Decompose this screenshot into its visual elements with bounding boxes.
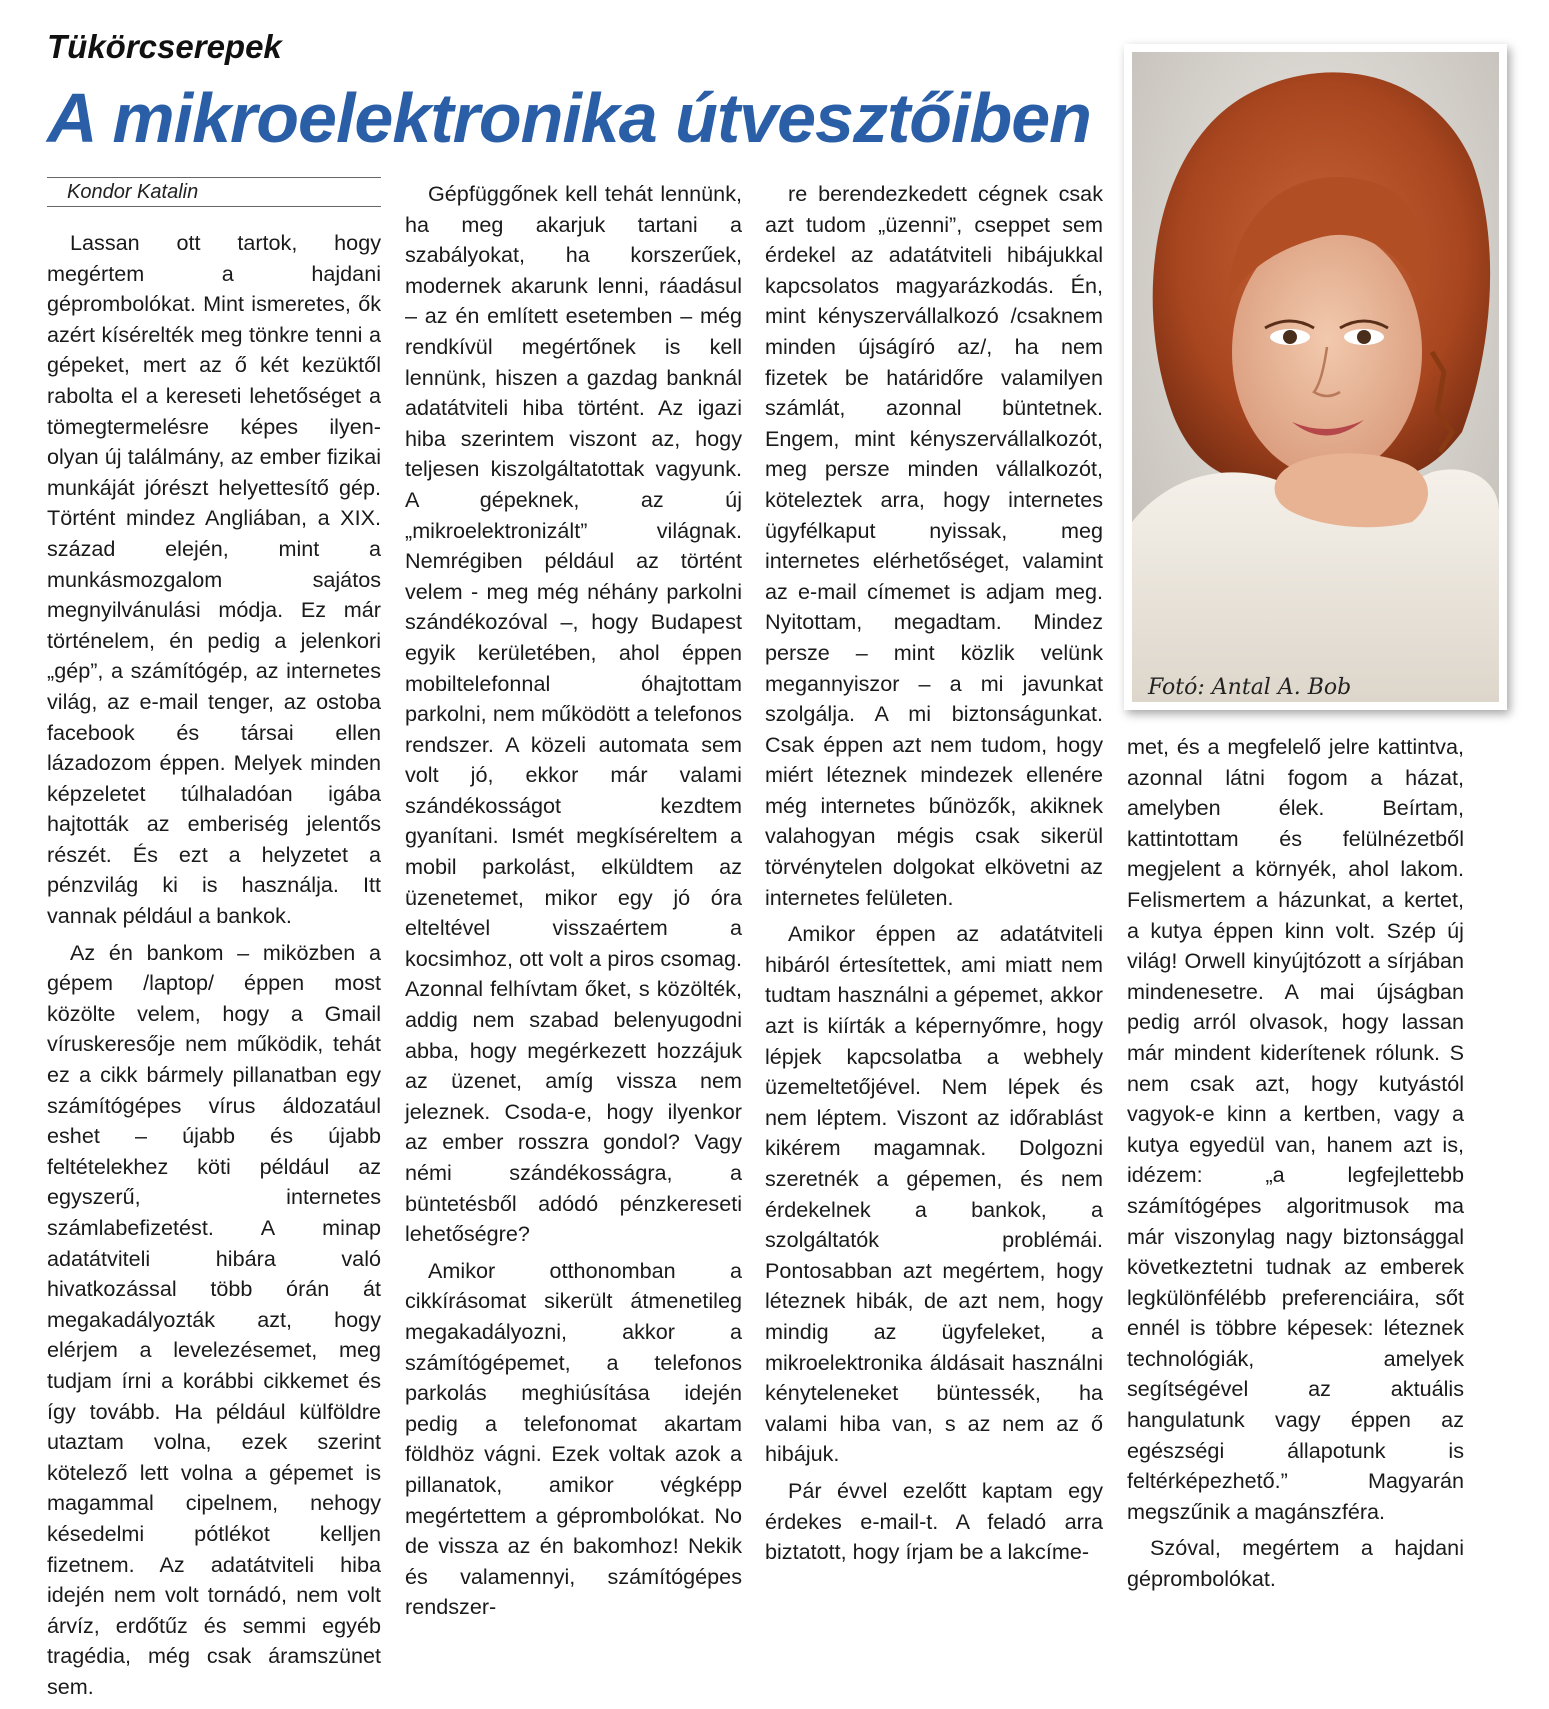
article-column-2	[405, 179, 742, 1629]
article-column-1	[47, 228, 381, 1709]
author-name: Kondor Katalin	[67, 181, 199, 203]
paragraph: Szóval, megértem a hajdani géprombolókat.	[1127, 1535, 1464, 1592]
article-column-4	[1127, 732, 1464, 1601]
article-title: A mikroelektronika útvesztőiben	[47, 79, 1091, 157]
byline	[47, 177, 381, 207]
portrait-photo-frame	[1124, 44, 1507, 710]
photo-credit: Fotó: Antal A. Bob	[1148, 675, 1352, 700]
paragraph: Amikor otthonomban a cikkírásomat sikerült átmenetileg megakadályozni, akkor a számítógépemet, a telefonos parkolás meghiúsítása idején pedig a telefonomat akartam földhöz vágni. Ezek voltak azok a pillanatok, amikor végképp megértettem a géprombolókat. No de vissza az én bakomhoz! Nekik és valamennyi, számítógépes rendszer-	[405, 1257, 742, 1620]
portrait-illustration	[1132, 52, 1499, 702]
section-kicker: Tükörcserepek	[47, 28, 282, 65]
paragraph: Pár évvel ezelőtt kaptam egy érdekes e-mail-t. A feladó arra biztatott, hogy írjam be a lakcíme-	[765, 1477, 1103, 1565]
article-column-3	[765, 179, 1103, 1574]
paragraph: Az én bankom – miközben a gépem /laptop/ éppen most közölte velem, hogy a Gmail víruskeresője nem működik, tehát ez a cikk bármely pillanatban egy számítógépes vírus áldozatául eshet – újabb és újabb feltételekhez köti például az egyszerű, internetes számlabefizetést. A minap adatátviteli hibára való hivatkozással több órán át megakadályozták azt, hogy elérjem a levelezésemet, meg tudjam írni a korábbi cikkemet és így tovább. Ha például külföldre utaztam volna, ezek szerint kötelező lett volna a gépemet is magammal cipelnem, nehogy késedelmi pótlékot kelljen fizetnem. Az adatátviteli hiba idején nem volt tornádó, nem volt árvíz, erdőtűz és semmi egyéb tragédia, még csak áramszünet sem.	[47, 939, 381, 1699]
portrait-photo	[1132, 52, 1499, 702]
paragraph: re berendezkedett cégnek csak azt tudom „üzenni”, cseppet sem érdekel az adatátviteli hibájukkal kapcsolatos magyarázkodás. Én, mint kényszervállalkozó /csaknem minden újságíró az/, ha nem fizetek be határidőre valamilyen számlát, azonnal büntetnek. Engem, mint kényszervállalkozót, meg persze minden vállalkozót, köteleztek arra, hogy internetes ügyfélkaput nyissak, meg internetes elérhetőséget, valamint az e-mail címemet is adjam meg. Nyitottam, megadtam. Mindez persze – mint közlik velünk megannyiszor – a mi javunkat szolgálja. A mi biztonságunkat. Csak éppen azt nem tudom, hogy miért léteznek mindezek ellenére még internetes bűnözők, akiknek valahogyan mégis csak sikerül törvénytelen dolgokat elkövetni az internetes felületen.	[765, 181, 1103, 910]
paragraph: met, és a megfelelő jelre kattintva, azonnal látni fogom a házat, amelyben élek. Beírtam, kattintottam és felülnézetből megjelent a környék, ahol lakom. Felismertem a házunkat, a kertet, a kutya éppen kinn volt. Szép új világ! Orwell kinyújtózott a sírjában mindenesetre. A mai újságban pedig arról olvasok, hogy lassan már mindent kiderítenek rólunk. S nem csak azt, hogy kutyástól vagyok-e kinn a kertben, vagy a kutya egyedül van, hanem azt is, idézem: „a legfejlettebb számítógépes algoritmusok ma már viszonylag nagy biztonsággal következtetni tudnak az emberek legkülönfélébb preferenciáira, sőt ennél is többre képesek: léteznek technológiák, amelyek segítségével az aktuális hangulatunk vagy éppen az egészségi állapotunk is feltérképezhető.” Magyarán megszűnik a magánszféra.	[1127, 734, 1464, 1524]
paragraph: Amikor éppen az adatátviteli hibáról értesítettek, ami miatt nem tudtam használni a gépemet, akkor azt is kiírták a képernyőmre, hogy lépjek kapcsolatba a webhely üzemeltetőjével. Nem lépek és nem léptem. Viszont az időrablást kikérem magamnak. Dolgozni szeretnék a gépemen, és nem érdekelnek a bankok, a szolgáltatók problémái. Pontosabban azt megértem, hogy léteznek hibák, de azt nem, hogy mindig az ügyfeleket, a mikroelektronika áldásait használni kényteleneket büntessék, ha valami hiba van, s az nem az ő hibájuk.	[765, 921, 1103, 1467]
paragraph: Gépfüggőnek kell tehát lennünk, ha meg akarjuk tartani a szabályokat, ha korszerűek, modernek akarunk lenni, ráadásul – az én említett esetemben – még rendkívül megértőnek is kell lennünk, hiszen a gazdag banknál adatátviteli hiba történt. Az igazi hiba szerintem viszont az, hogy teljesen kiszolgáltatottak vagyunk. A gépeknek, az új „mikroelektronizált” világnak. Nemrégiben például az történt velem - meg még néhány parkolni szándékozóval –, hogy Budapest egyik kerületében, ahol éppen mobiltelefonnal óhajtottam parkolni, nem működött a telefonos rendszer. A közeli automata sem volt jó, ekkor már valami szándékosságot kezdtem gyanítani. Ismét megkíséreltem a mobil parkolást, elküldtem az üzenetemet, mikor egy jó óra elteltével visszaértem a kocsimhoz, ott volt a piros csomag. Azonnal felhívtam őket, s közölték, addig nem szabad belenyugodni abba, hogy megérkezett hozzájuk az üzenet, amíg vissza nem jeleznek. Csoda-e, hogy ilyenkor az ember rosszra gondol? Vagy némi szándékosságra, a büntetésből adódó pénzkereseti lehetőségre?	[405, 181, 742, 1247]
paragraph: Lassan ott tartok, hogy megértem a hajdani géprombolókat. Mint ismeretes, ők azért kísérelték meg tönkre tenni a gépeket, mert az ő két kezüktől rabolta el a kereseti lehetőséget a tömegtermelésre képes ilyen-olyan új találmány, az ember fizikai munkáját jórészt helyettesítő gép. Történt mindez Angliában, a XIX. század elején, mint a munkásmozgalom sajátos megnyilvánulási módja. Ez már történelem, én pedig a jelenkori „gép”, a számítógép, az internetes világ, az e-mail tenger, az ostoba facebook és társai ellen lázadozom éppen. Melyek minden képzeletet túlhaladóan igába hajtották az emberiség jelentős részét. És ezt a helyzetet a pénzvilág ki is használja. Itt vannak például a bankok.	[47, 230, 381, 929]
